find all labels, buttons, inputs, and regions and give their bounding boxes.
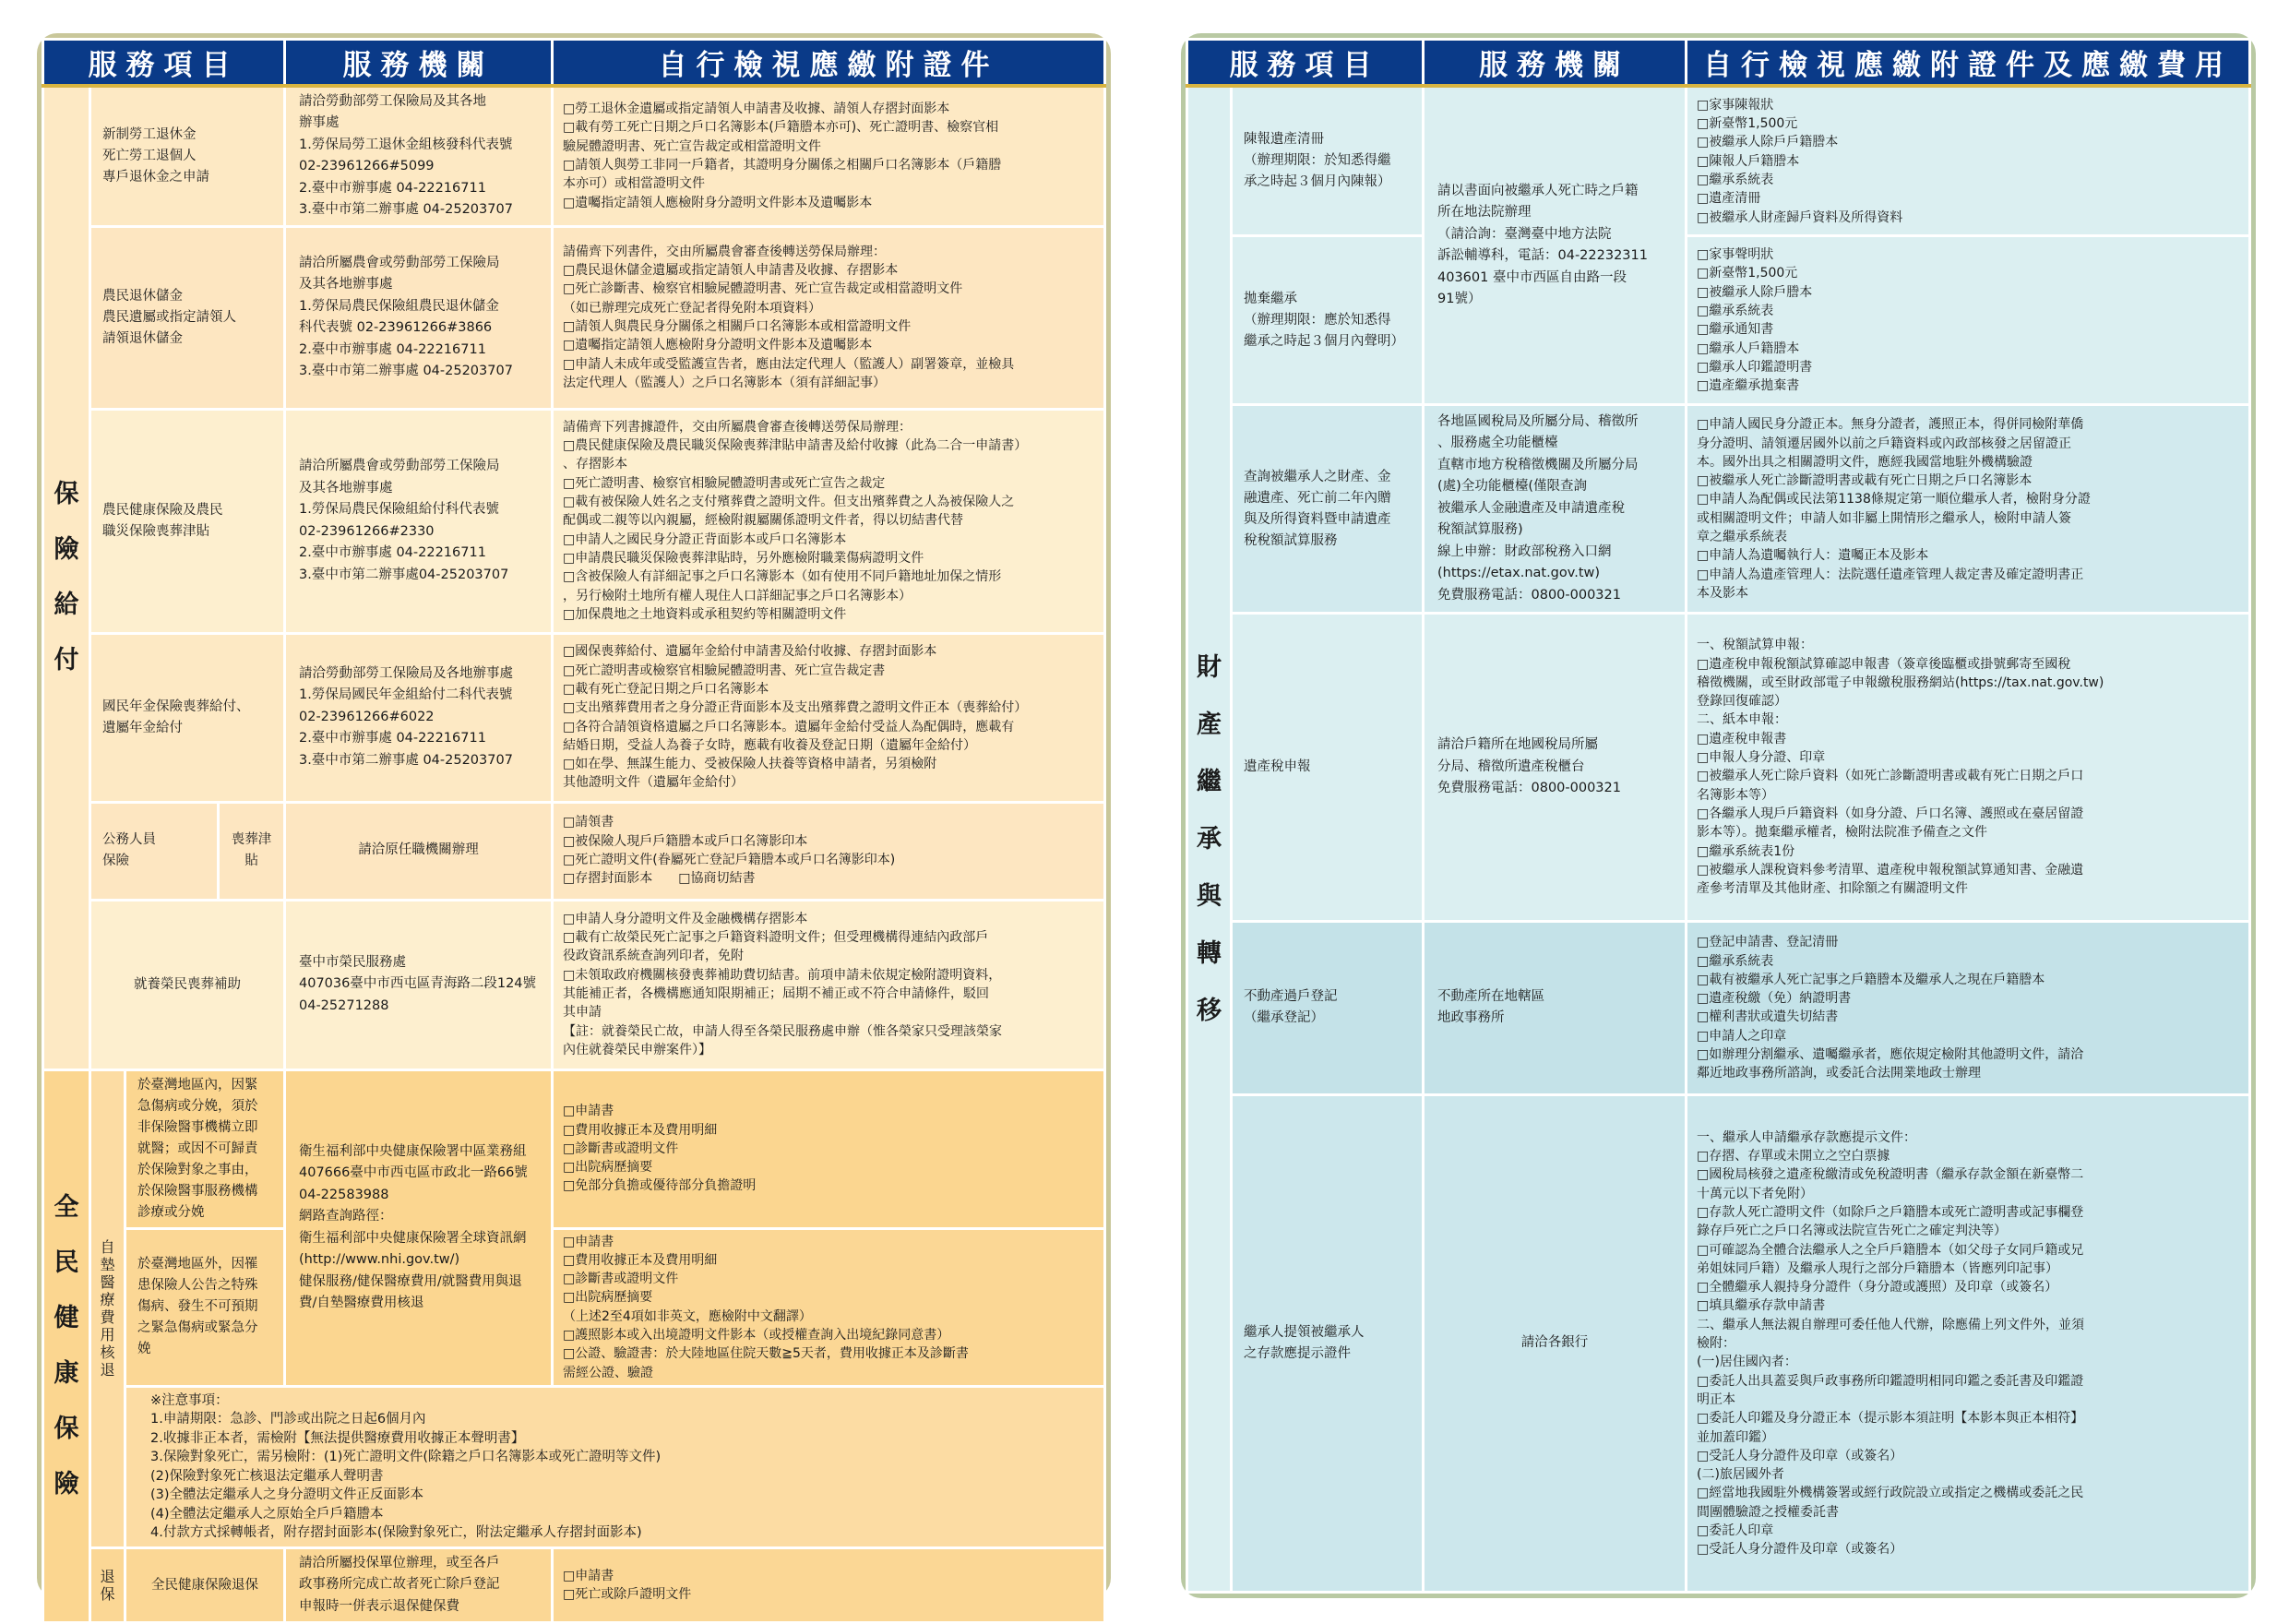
docs-deposit-withdraw: 一、繼承人申請繼承存款應提示文件： □存摺、存單或未開立之空白票據 □國稅局核發之遺產稅繳清或免稅證明書（繼承存款金額在新臺幣二 十萬元以下者免附） □存款人死亡證明文件（如除戶之戶籍謄本或死亡證明書或記事欄登 錄存戶死亡之戶口名簿或法院宣告死亡之確定判決等） □可確認為全體合法繼承人之全戶戶籍謄本（如父母子女同戶籍或兄 弟姐妹同戶籍）及繼承人現行之部分戶籍謄本（皆應列印記事） □全體繼承人親持身分證件（身分證或護照）及印章（或簽名） □填具繼承存款申請書 二、繼承人無法親自辦理可委任他人代辦，除應備上列文件外，並須 檢附： (一)居住國內者： □委託人出具蓋妥與戶政事務所印鑑證明相同印鑑之委託書及印鑑證 明正本 □委託人印鑑及身分證正本（提示影本須註明【本影本與正本相符】 並加蓋印鑑） □受託人身分證件及印章（或簽名） (二)旅居國外者 □經當地我國駐外機構簽署或經行政院設立或指定之機構或委託之民 間團體驗證之授權委託書 □委託人印章 □受託人身分證件及印章（或簽名） [1687,1095,2250,1593]
right-panel [1181,33,2256,1598]
agency-tax-office: 各地區國稅局及所屬分局、稽徵所 、服務處全功能櫃檯 直轄市地方稅稽徵機關及所屬分局 (處)全功能櫃檯(僅限查詢 被繼承人金融遺產及申請遺產稅 稅額試算服務) 線上申辦：財政部稅務入口網 (https://etax.nat.gov.tw) 免費服務電話：0800-000321 [1424,405,1687,614]
docs-farmer-funeral: 請備齊下列書據證件，交由所屬農會審查後轉送勞保局辦理： □農民健康保險及農民職災保險喪葬津貼申請書及給付收據（此為二合一申請書） 、存摺影本 □死亡證明書、檢察官相驗屍體證明書或死亡宣告之裁定 □載有被保險人姓名之支付殯葬費之證明文件。但支出殯葬費之人為被保險人之 配偶或二親等以內親屬，經檢附親屬關係證明文件者，得以切結書代替 □申請人之國民身分證正背面影本或戶口名簿影本 □申請農民職災保險喪葬津貼時，另外應檢附職業傷病證明文件 □含被保險人有詳細記事之戶口名簿影本（如有使用不同戶籍地址加保之情形 ，另行檢附土地所有權人現住人口詳細記事之戶口名簿影本） □加保農地之土地資料或承租契約等相關證明文件 [553,409,1105,633]
item-civil-servant-insurance: 公務人員 保險 [90,802,219,900]
docs-farmer-pension: 請備齊下列書件，交由所屬農會審查後轉送勞保局辦理： □農民退休儲金遺屬或指定請領人申請書及收據、存摺影本 □死亡診斷書、檢察官相驗屍體證明書、死亡宣告裁定或相當證明文件 （如已辦理完成死亡登記者得免附本項資料） □請領人與農民身分關係之相關戶口名簿影本或相當證明文件 □遺囑指定請領人應檢附身分證明文件影本及遺囑影本 □申請人未成年或受監護宣告者，應由法定代理人（監護人）副署簽章，並檢具 法定代理人（監護人）之戶口名簿影本（須有詳細記事） [553,226,1105,409]
item-veteran-funeral: 就養榮民喪葬補助 [90,900,285,1069]
insurance-benefits-table [42,38,1106,1624]
agency-nhi-withdraw: 請洽所屬投保單位辦理，或至各戶 政事務所完成亡故者死亡除戶登記 申報時一併表示退保健保費 [285,1547,553,1623]
agency-banks: 請洽各銀行 [1424,1095,1687,1593]
docs-estate-tax: 一、稅額試算申報： □遺產稅申報稅額試算確認申報書（簽章後臨櫃或掛號郵寄至國稅 稽徵機關，或至財政部電子申報繳稅服務網站(https://tax.nat.gov.tw) 登錄回復確認） 二、紙本申報： □遺產稅申報書 □申報人身分證、印章 □被繼承人死亡除戶資料（如死亡診斷證明書或載有死亡日期之戶口 名簿影本等） □各繼承人現戶戶籍資料（如身分證、戶口名簿、護照或在臺居留證 影本等）。拋棄繼承權者，檢附法院准予備查之文件 □繼承系統表1份 □被繼承人課稅資料參考清單、遺產稅申報稅額試算通知書、金融遺 產參考清單及其他財產、扣除額之有關證明文件 [1687,614,2250,921]
item-property-transfer: 不動產過戶登記 （繼承登記） [1232,921,1424,1095]
agency-nhi: 衛生福利部中央健康保險署中區業務組 407666臺中市西屯區市政北一路66號 04-22583988 網路查詢路徑： 衛生福利部中央健康保險署全球資訊網 (http://www.nhi.gov.tw/) 健保服務/健保醫療費用/就醫費用與退 費/自墊醫療費用核退 [285,1069,553,1386]
header-agency: 服務機關 [1424,40,1687,87]
inheritance-table [1186,38,2251,1594]
header-agency: 服務機關 [285,40,553,86]
docs-nhi-overseas: □申請書 □費用收據正本及費用明細 □診斷書或證明文件 □出院病歷摘要 （上述2至4項如非英文，應檢附中文翻譯） □護照影本或入出境證明文件影本（或授權查詢入出境紀錄同意書） □公證、驗證書：於大陸地區住院天數≧5天者，費用收據正本及診斷書 需經公證、驗證 [553,1228,1105,1386]
item-nhi-withdraw: 全民健康保險退保 [125,1547,285,1623]
docs-estate-inventory: □家事陳報狀 □新臺幣1,500元 □被繼承人除戶戶籍謄本 □陳報人戶籍謄本 □繼承系統表 □遺產清冊 □被繼承人財產歸戶資料及所得資料 [1687,86,2250,236]
subsection-self-pay-refund: 自墊醫療費用核退 [90,1069,125,1547]
section-nhi: 全民健康保險 [43,1069,90,1623]
item-funeral-allowance: 喪葬津貼 [219,802,285,900]
agency-civil-servant: 請洽原任職機關辦理 [285,802,553,900]
agency-estate-tax: 請洽戶籍所在地國稅局所屬 分局、稽徵所遺產稅櫃台 免費服務電話：0800-000321 [1424,614,1687,921]
item-estate-inventory: 陳報遺產清冊 （辦理期限：於知悉得繼 承之時起３個月內陳報） [1232,86,1424,236]
item-farmer-funeral: 農民健康保險及農民 職災保險喪葬津貼 [90,409,285,633]
item-renounce-inheritance: 拋棄繼承 （辦理期限：應於知悉得 繼承之時起３個月內聲明） [1232,236,1424,405]
agency-national-pension: 請洽勞動部勞工保險局及各地辦事處 1.勞保局國民年金組給付二科代表號 02-23961266#6022 2.臺中市辦事處 04-22216711 3.臺中市第二辦事處 04-25203707 [285,633,553,802]
item-nhi-overseas: 於臺灣地區外，因罹 患保險人公告之特殊 傷病、發生不可預期 之緊急傷病或緊急分 娩 [125,1228,285,1386]
item-deposit-withdraw: 繼承人提領被繼承人 之存款應提示證件 [1232,1095,1424,1593]
agency-farmer-funeral: 請洽所屬農會或勞動部勞工保險局 及其各地辦事處 1.勞保局農民保險組給付科代表號 02-23961266#2330 2.臺中市辦事處 04-22216711 3.臺中市第二辦事處04-25203707 [285,409,553,633]
item-labor-pension: 新制勞工退休金 死亡勞工退個人 專戶退休金之申請 [90,86,285,227]
docs-nhi-withdraw: □申請書 □死亡或除戶證明文件 [553,1547,1105,1623]
docs-renounce-inheritance: □家事聲明狀 □新臺幣1,500元 □被繼承人除戶謄本 □繼承系統表 □繼承通知書 □繼承人戶籍謄本 □繼承人印鑑證明書 □遺產繼承拋棄書 [1687,236,2250,405]
docs-civil-servant: □請領書 □被保險人現戶戶籍謄本或戶口名簿影印本 □死亡證明文件(眷屬死亡登記戶籍謄本或戶口名簿影印本) □存摺封面影本 □協商切結書 [553,802,1105,900]
header-documents: 自行檢視應繳附證件 [553,40,1105,86]
item-nhi-domestic: 於臺灣地區內，因緊 急傷病或分娩，須於 非保險醫事機構立即 就醫；或因不可歸責 於保險對象之事由， 於保險醫事服務機構 診療或分娩 [125,1069,285,1228]
agency-farmer-pension: 請洽所屬農會或勞動部勞工保險局 及其各地辦事處 1.勞保局農民保險組農民退休儲金 科代表號 02-23961266#3866 2.臺中市辦事處 04-22216711 3.臺中市第二辦事處 04-25203707 [285,226,553,409]
section-insurance-benefits: 保險給付 [43,86,90,1070]
agency-veteran-funeral: 臺中市榮民服務處 407036臺中市西屯區青海路二段124號 04-25271288 [285,900,553,1069]
item-national-pension: 國民年金保險喪葬給付、 遺屬年金給付 [90,633,285,802]
left-panel [37,33,1111,1614]
section-inheritance: 財產繼承與轉移 [1187,86,1232,1592]
header-service-item: 服務項目 [43,40,285,86]
item-estate-tax: 遺產稅申報 [1232,614,1424,921]
agency-labor-pension: 請洽勞動部勞工保險局及其各地 辦事處 1.勞保局勞工退休金組核發科代表號 02-23961266#5099 2.臺中市辦事處 04-22216711 3.臺中市第二辦事處 04-25203707 [285,86,553,227]
header-documents-fees: 自行檢視應繳附證件及應繳費用 [1687,40,2250,87]
docs-nhi-domestic: □申請書 □費用收據正本及費用明細 □診斷書或證明文件 □出院病歷摘要 □免部分負擔或優待部分負擔證明 [553,1069,1105,1228]
docs-veteran-funeral: □申請人身分證明文件及金融機構存摺影本 □載有亡故榮民死亡記事之戶籍資料證明文件；但受理機構得連結內政部戶 役政資訊系統查詢列印者，免附 □未領取政府機關核發喪葬補助費切結書。前項申請未依規定檢附證明資料， 其能補正者，各機構應通知限期補正；屆期不補正或不符合申請條件，駁回 其申請 【註：就養榮民亡故，申請人得至各榮民服務處申辦（惟各榮家只受理該榮家 內住就養榮民申辦案件）】 [553,900,1105,1069]
docs-property-transfer: □登記申請書、登記清冊 □繼承系統表 □載有被繼承人死亡記事之戶籍謄本及繼承人之現在戶籍謄本 □遺產稅繳（免）納證明書 □權利書狀或遺失切結書 □申請人之印章 □如辦理分割繼承、遺囑繼承者，應依規定檢附其他證明文件，請洽 鄰近地政事務所諮詢，或委託合法開業地政士辦理 [1687,921,2250,1095]
header-service-item: 服務項目 [1187,40,1424,87]
subsection-withdraw: 退保 [90,1547,125,1623]
agency-land-office: 不動產所在地轄區 地政事務所 [1424,921,1687,1095]
docs-national-pension: □國保喪葬給付、遺屬年金給付申請書及給付收據、存摺封面影本 □死亡證明書或檢察官相驗屍體證明書、死亡宣告裁定書 □載有死亡登記日期之戶口名簿影本 □支出殯葬費用者之身分證正背面影本及支出殯葬費之證明文件正本（喪葬給付） □各符合請領資格遺屬之戶口名簿影本。遺屬年金給付受益人為配偶時，應載有 結婚日期，受益人為養子女時，應載有收養及登記日期（遺屬年金給付） □如在學、無謀生能力、受被保險人扶養等資格申請者，另須檢附 其他證明文件（遺屬年金給付） [553,633,1105,802]
nhi-notes: ※注意事項： 1.申請期限：急診、門診或出院之日起6個月內 2.收據非正本者，需檢附【無法提供醫療費用收據正本聲明書】 3.保險對象死亡，需另檢附：(1)死亡證明文件(除籍之戶口名簿影本或死亡證明等文件) (2)保險對象死亡核退法定繼承人聲明書 (3)全體法定繼承人之身分證明文件正反面影本 (4)全體法定繼承人之原始全戶戶籍謄本 4.付款方式採轉帳者，附存摺封面影本(保險對象死亡，附法定繼承人存摺封面影本) [125,1386,1105,1547]
agency-court: 請以書面向被繼承人死亡時之戶籍 所在地法院辦理 （請洽詢：臺灣臺中地方法院 訴訟輔導科，電話：04-22232311 403601 臺中市西區自由路一段 91號） [1424,86,1687,404]
item-farmer-pension: 農民退休儲金 農民遺屬或指定請領人 請領退休儲金 [90,226,285,409]
item-property-query: 查詢被繼承人之財產、金 融遺產、死亡前二年內贈 與及所得資料暨申請遺產 稅稅額試算服務 [1232,405,1424,614]
docs-property-query: □申請人國民身分證正本。無身分證者，護照正本，得併同檢附華僑 身分證明、請領遷居國外以前之戶籍資料或內政部核發之居留證正 本。國外出具之相關證明文件，應經我國當地駐外機構驗證 □被繼承人死亡診斷證明書或載有死亡日期之戶口名簿影本 □申請人為配偶或民法第1138條規定第一順位繼承人者，檢附身分證 或相關證明文件；申請人如非屬上開情形之繼承人，檢附申請人簽 章之繼承系統表 □申請人為遺囑執行人：遺囑正本及影本 □申請人為遺產管理人：法院選任遺產管理人裁定書及確定證明書正 本及影本 [1687,405,2250,614]
docs-labor-pension: □勞工退休金遺屬或指定請領人申請書及收據、請領人存摺封面影本 □載有勞工死亡日期之戶口名簿影本(戶籍謄本亦可)、死亡證明書、檢察官相 驗屍體證明書、死亡宣告裁定或相當證明文件 □請領人與勞工非同一戶籍者，其證明身分關係之相關戶口名簿影本（戶籍謄 本亦可）或相當證明文件 □遺囑指定請領人應檢附身分證明文件影本及遺囑影本 [553,86,1105,227]
